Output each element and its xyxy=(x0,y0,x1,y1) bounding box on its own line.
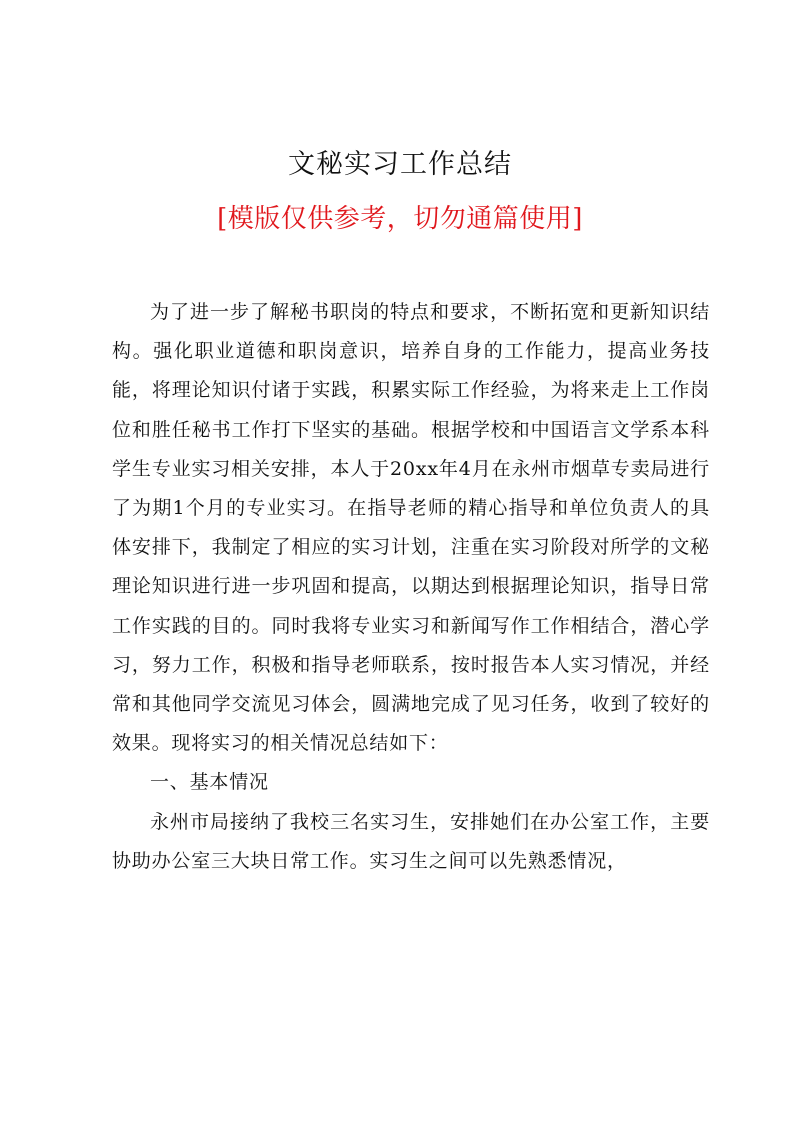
intro-paragraph: 为了进一步了解秘书职岗的特点和要求，不断拓宽和更新知识结构。强化职业道德和职岗意识，培养自身的工作能力，提高业务技能，将理论知识付诸于实践，积累实际工作经验，为将来走上工作岗位和胜任秘书工作打下坚实的基础。根据学校和中国语言文学系本科学生专业实习相关安排，本人于20xx年4月在永州市烟草专卖局进行了为期1个月的专业实习。在指导老师的精心指导和单位负责人的具体安排下，我制定了相应的实习计划，注重在实习阶段对所学的文秘理论知识进行进一步巩固和提高，以期达到根据理论知识，指导日常工作实践的目的。同时我将专业实习和新闻写作工作相结合，潜心学习，努力工作，积极和指导老师联系，按时报告本人实习情况，并经常和其他同学交流见习体会，圆满地完成了见习任务，收到了较好的效果。现将实习的相关情况总结如下： xyxy=(112,301,710,755)
section-heading-basic-situation: 一、基本情况 xyxy=(150,771,269,794)
document-body xyxy=(112,293,710,881)
basic-situation-paragraph: 永州市局接纳了我校三名实习生，安排她们在办公室工作，主要协助办公室三大块日常工作。实习生之间可以先熟悉情况， xyxy=(112,810,710,872)
template-disclaimer: [模版仅供参考，切勿通篇使用] xyxy=(217,204,583,234)
document-title: 文秘实习工作总结 xyxy=(288,149,512,180)
